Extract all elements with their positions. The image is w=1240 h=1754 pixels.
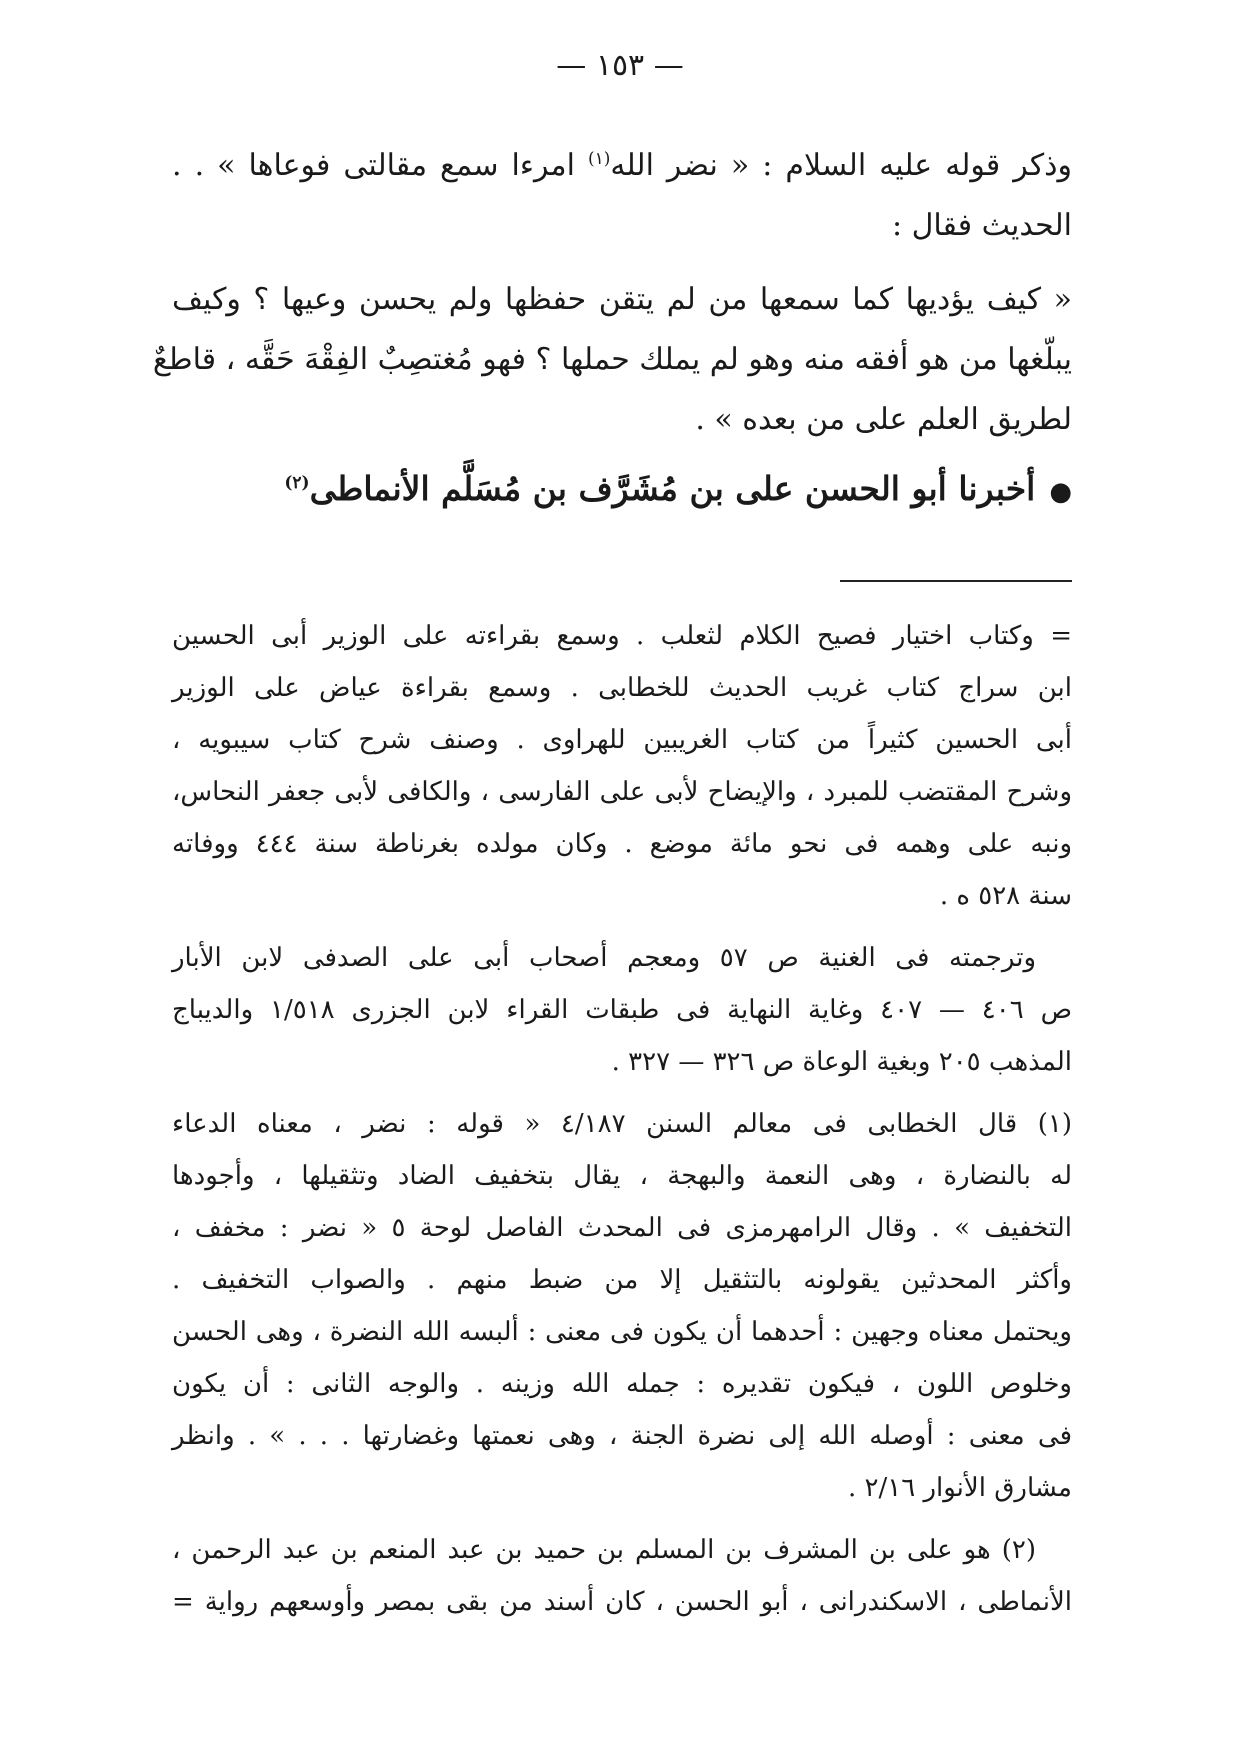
main-line-text: امرءا سمع مقالتى فوعاها » . .	[172, 148, 575, 183]
footnote-line: وشرح المقتضب للمبرد ، والإيضاح لأبى على الفارسى ، والكافى لأبى جعفر النحاس،	[172, 777, 1072, 807]
footnote-line: (٢) هو على بن المشرف بن المسلم بن حميد بن عبد المنعم بن عبد الرحمن ،	[172, 1535, 1036, 1565]
footnote-marker-2[interactable]: (٢)	[284, 473, 310, 493]
isnad-line	[172, 456, 1072, 525]
footnote-continuation	[172, 610, 1072, 922]
footnote-line: التخفيف » . وقال الرامهرمزى فى المحدث الفاصل لوحة ٥ « نضر : مخفف ،	[172, 1213, 1072, 1243]
quote-line: « كيف يؤديها كما سمعها من لم يتقن حفظها ولم يحسن وعيها ؟ وكيف	[172, 282, 1072, 317]
main-line: الحديث فقال :	[891, 208, 1072, 243]
footnotes	[172, 600, 1072, 1628]
footnote-line: = وكتاب اختيار فصيح الكلام لثعلب . وسمع بقراءته على الوزير أبى الحسين	[172, 621, 1072, 651]
footnote-separator	[840, 580, 1072, 582]
footnote-line: وأكثر المحدثين يقولونه بالتثقيل إلا من ضبط منهم . والصواب التخفيف .	[172, 1265, 1072, 1295]
footnote-translation	[172, 932, 1072, 1088]
footnote-line: له بالنضارة ، وهى النعمة والبهجة ، يقال بتخفيف الضاد وتثقيلها ، وأجودها	[172, 1161, 1072, 1191]
footnote-2	[172, 1524, 1072, 1628]
footnote-1	[172, 1098, 1072, 1514]
main-line	[172, 136, 1072, 196]
footnote-line: ص ٤٠٦ — ٤٠٧ وغاية النهاية فى طبقات القراء لابن الجزرى ١/٥١٨ والديباج	[172, 995, 1072, 1025]
main-text	[152, 136, 1072, 525]
filled-circle-icon: ●	[1049, 477, 1072, 507]
footnote-marker-1[interactable]: (١)	[587, 149, 611, 169]
footnote-line: مشارق الأنوار ٢/١٦ .	[848, 1473, 1072, 1503]
footnote-line: (١) قال الخطابى فى معالم السنن ٤/١٨٧ « قوله : نضر ، معناه الدعاء	[172, 1109, 1072, 1139]
footnote-line: ويحتمل معناه وجهين : أحدهما أن يكون فى معنى : ألبسه الله النضرة ، وهى الحسن	[172, 1317, 1072, 1347]
page-number: — ١٥٣ —	[556, 48, 684, 83]
footnote-line: فى معنى : أوصله الله إلى نضرة الجنة ، وهى نعمتها وغضارتها . . . » . وانظر	[172, 1421, 1072, 1451]
footnote-line: المذهب ٢٠٥ وبغية الوعاة ص ٣٢٦ — ٣٢٧ .	[611, 1047, 1072, 1077]
quote-line: لطريق العلم على من بعده » .	[695, 402, 1072, 437]
footnote-line: وترجمته فى الغنية ص ٥٧ ومعجم أصحاب أبى على الصدفى لابن الأبار	[172, 943, 1036, 973]
quote-line: يبلّغها من هو أفقه منه وهو لم يملك حملها ؟ فهو مُغتصِبٌ الفِقْهَ حَقَّه ، قاطعٌ	[152, 342, 1072, 377]
footnote-line: ابن سراج كتاب غريب الحديث للخطابى . وسمع بقراءة عياض على الوزير	[172, 673, 1072, 703]
footnote-line: وخلوص اللون ، فيكون تقديره : جمله الله وزينه . والوجه الثانى : أن يكون	[172, 1369, 1072, 1399]
footnote-line: أبى الحسين كثيراً من كتاب الغريبين للهراوى . وصنف شرح كتاب سيبويه ،	[172, 725, 1072, 755]
main-line-text: وذكر قوله عليه السلام : « نضر الله	[610, 148, 1072, 183]
footnote-line: الأنماطى ، الاسكندرانى ، أبو الحسن ، كان أسند من بقى بمصر وأوسعهم رواية =	[172, 1587, 1072, 1617]
footnote-line: سنة ٥٢٨ ه .	[939, 881, 1072, 911]
isnad-text: أخبرنا أبو الحسن على بن مُشَرَّف بن مُسَلَّم الأنماطى	[309, 469, 1036, 508]
footnote-line: ونبه على وهمه فى نحو مائة موضع . وكان مولده بغرناطة سنة ٤٤٤ ووفاته	[172, 829, 1072, 859]
